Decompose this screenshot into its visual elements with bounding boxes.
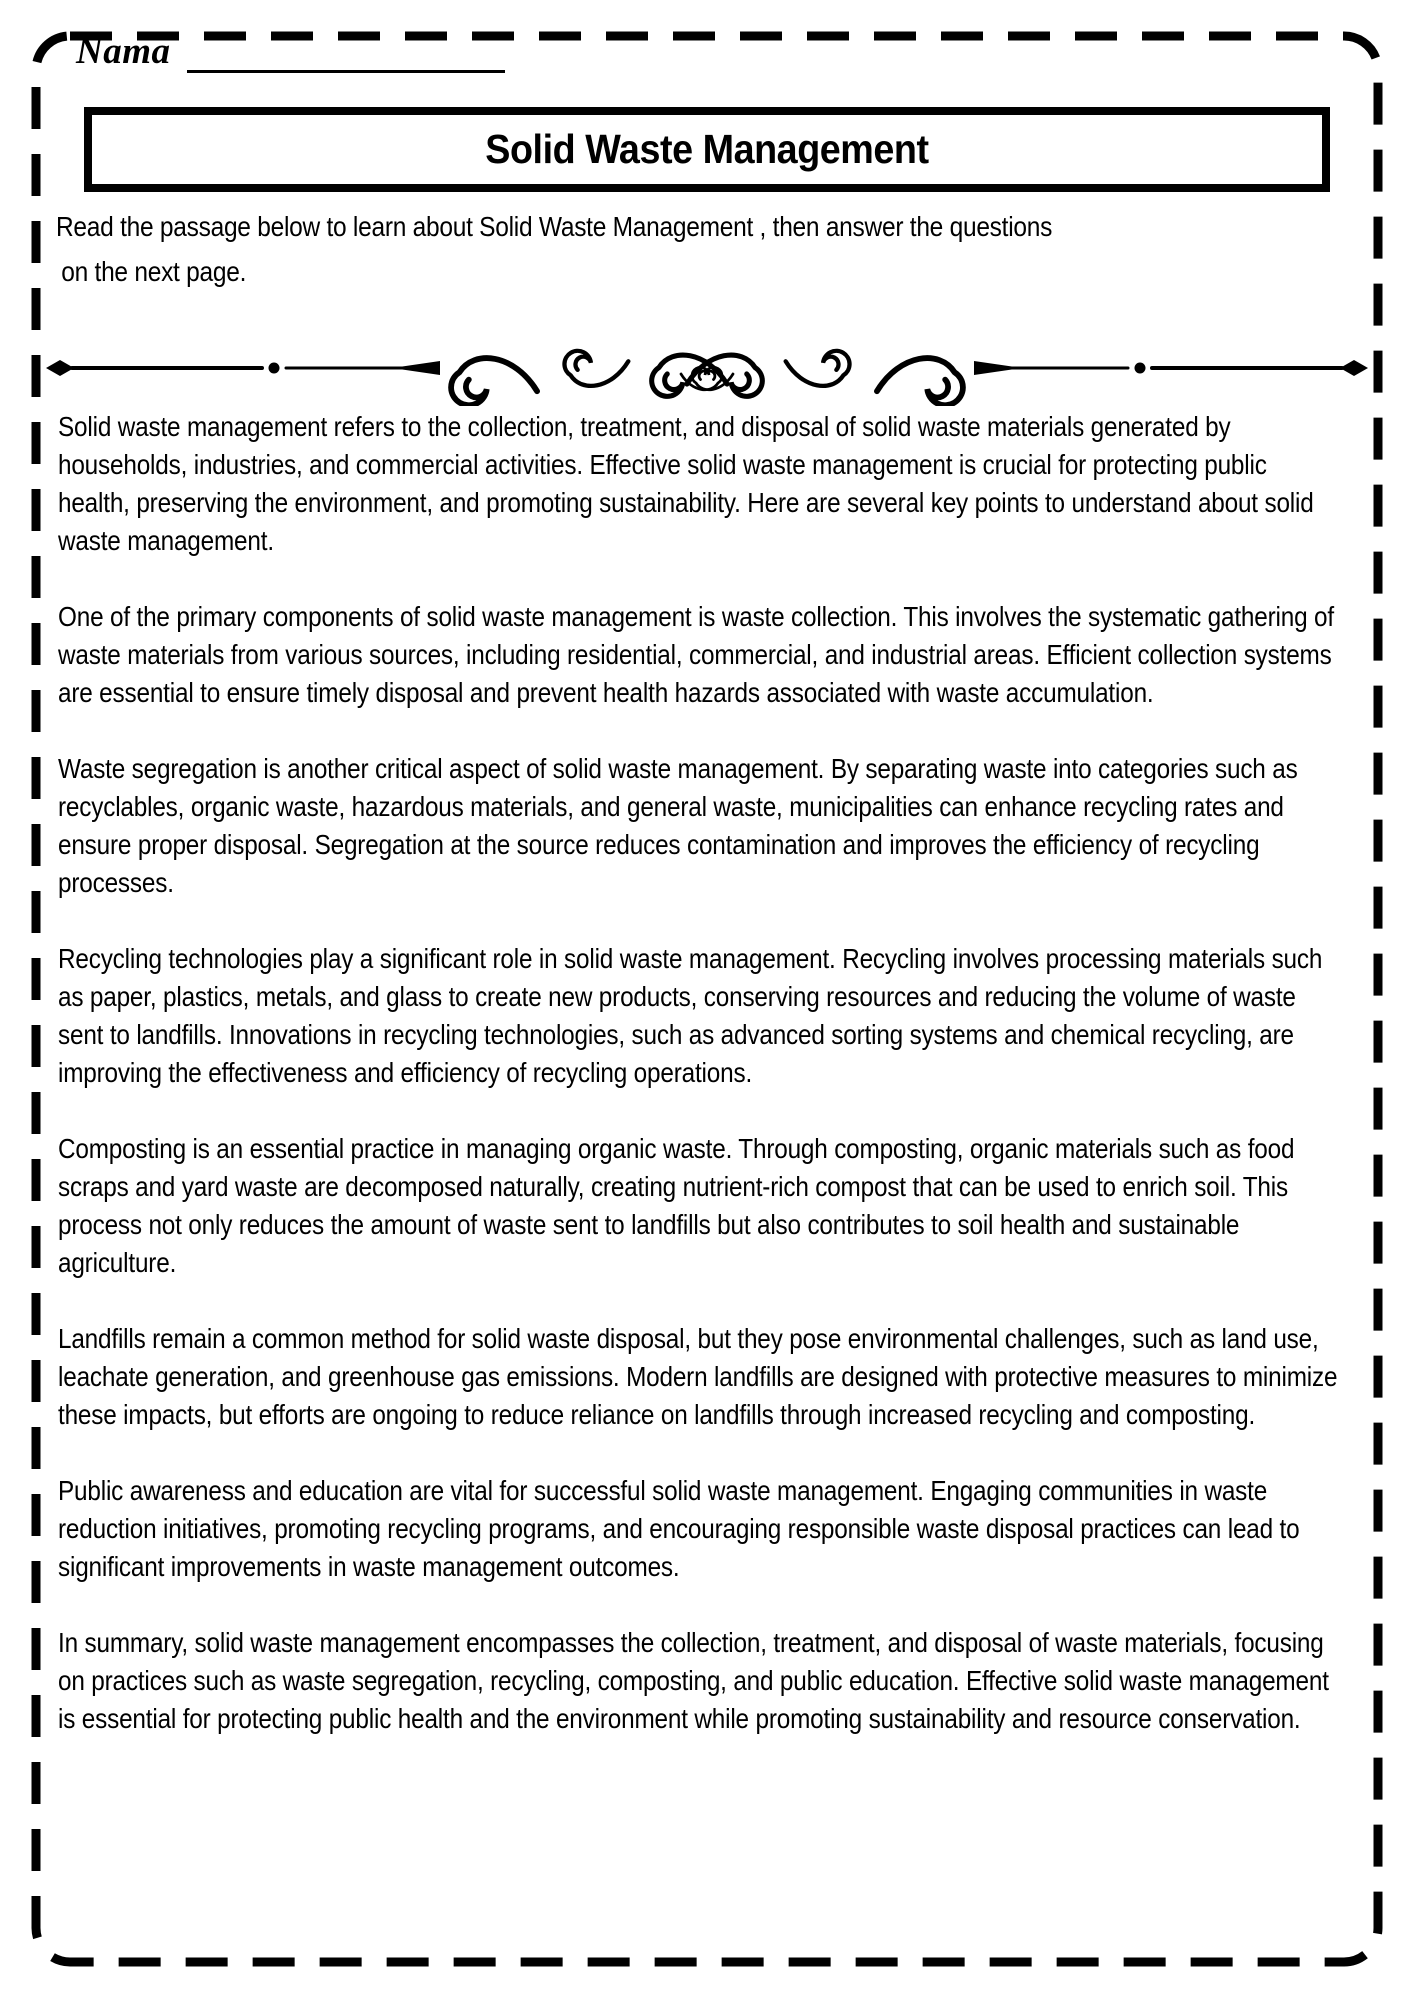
flourish-divider-icon xyxy=(40,330,1374,406)
title-box xyxy=(84,107,1330,192)
passage-paragraph: Public awareness and education are vital for successful solid waste management. Engaging communities in waste reduction initiatives, promoting recycling programs, and encouraging responsible waste disposal practices can lead to significant improvements in waste management outcomes. xyxy=(58,1475,1300,1582)
passage-paragraph: Recycling technologies play a significant role in solid waste management. Recycling involves processing materials such as paper, plastics, metals, and glass to create new products, conserving resources and reducing the volume of waste sent to landfills. Innovations in recycling technologies, such as advanced sorting systems and chemical recycling, are improving the effectiveness and efficiency of recycling operations. xyxy=(58,943,1323,1088)
passage-paragraph: Landfills remain a common method for solid waste disposal, but they pose environmental challenges, such as land use, leachate generation, and greenhouse gas emissions. Modern landfills are designed with protective measures to minimize these impacts, but efforts are ongoing to reduce reliance on landfills through increased recycling and composting. xyxy=(58,1323,1338,1430)
passage-paragraph: Composting is an essential practice in managing organic waste. Through composting, organic materials such as food scraps and yard waste are decomposed naturally, creating nutrient-rich compost that can be used to enrich soil. This process not only reduces the amount of waste sent to landfills but also contributes to soil health and sustainable agriculture. xyxy=(58,1133,1295,1278)
instructions xyxy=(56,204,1369,294)
passage-paragraph: One of the primary components of solid waste management is waste collection. This involves the systematic gathering of waste materials from various sources, including residential, commercial, and industrial areas. Efficient collection systems are essential to ensure timely disposal and prevent health hazards associated with waste accumulation. xyxy=(58,601,1334,708)
page-title: Solid Waste Management xyxy=(485,126,929,172)
name-blank-line[interactable] xyxy=(187,34,505,73)
passage-paragraph: In summary, solid waste management encompasses the collection, treatment, and disposal of waste materials, focusing on practices such as waste segregation, recycling, composting, and public education. Effective solid waste management is essential for protecting public health and the environment while promoting sustainability and resource conservation. xyxy=(58,1627,1329,1734)
name-label: Nama xyxy=(76,31,171,72)
passage xyxy=(58,408,1343,1738)
passage-paragraph: Waste segregation is another critical aspect of solid waste management. By separating waste into categories such as recyclables, organic waste, hazardous materials, and general waste, municipalities can enhance recycling rates and ensure proper disposal. Segregation at the source reduces contamination and improves the efficiency of recycling processes. xyxy=(58,753,1298,898)
instructions-line: on the next page. xyxy=(61,256,247,287)
instructions-line: Read the passage below to learn about Solid Waste Management , then answer the questions xyxy=(56,211,1053,242)
passage-paragraph: Solid waste management refers to the collection, treatment, and disposal of solid waste materials generated by households, industries, and commercial activities. Effective solid waste management is crucial for protecting public health, preserving the environment, and promoting sustainability. Here are several key points to understand about solid waste management. xyxy=(58,411,1314,556)
name-row xyxy=(76,30,505,73)
